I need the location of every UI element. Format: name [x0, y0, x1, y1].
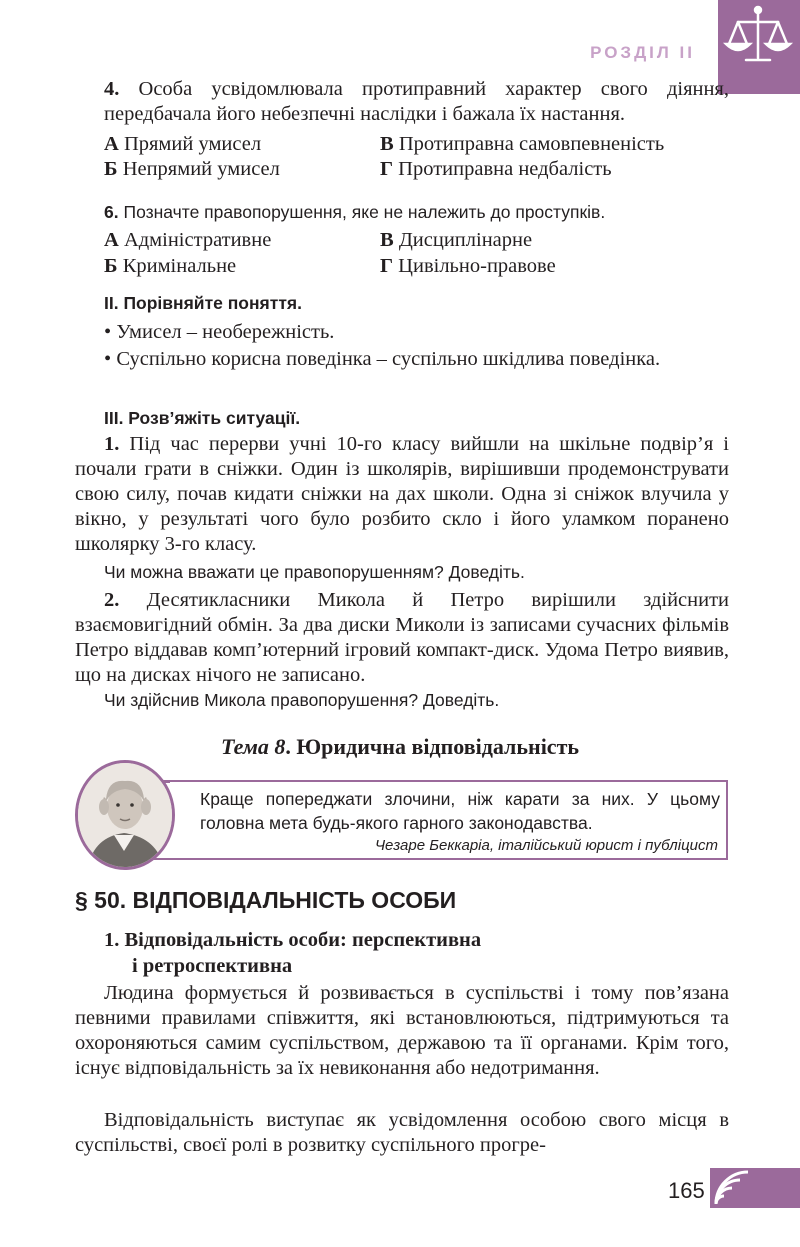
- compare-item: • Умисел – необережність.: [104, 321, 335, 343]
- option-b: Б Непрямий умисел: [104, 158, 280, 180]
- portrait-image: [75, 760, 175, 870]
- question-6-options-row-2: [104, 254, 744, 280]
- sub-title: 1. Відповідальність особи: перспективна і ретроспективна: [104, 929, 482, 977]
- question-4-number: 4.: [104, 78, 120, 100]
- option-g: Г Протиправна недбалість: [380, 158, 612, 180]
- body-paragraph-1: Людина формується й розвивається в суспільстві і тому пов’язана певними правилами співжиття, які встановлюються, підтримуються та охороняються самим суспільством, державою та її органами. Крім того, існує відповідальність за їх невиконання або недотримання.: [75, 982, 729, 1079]
- question-6: [104, 200, 729, 225]
- compare-item: • Суспільно корисна поведінка – суспільно шкідлива поведінка.: [104, 348, 661, 370]
- option-a: А Адміністративне: [104, 229, 272, 251]
- body-paragraph-2: Відповідальність виступає як усвідомлення особою свого місця в суспільстві, своєї ролі в розвитку суспільного прогре-: [75, 1109, 729, 1156]
- option-g: Г Цивільно-правове: [380, 255, 556, 277]
- option-v: В Дисциплінарне: [380, 229, 533, 251]
- compare-heading: II. Порівняйте поняття.: [104, 293, 302, 313]
- option-b: Б Кримінальне: [104, 255, 237, 277]
- paragraph-title: § 50. ВІДПОВІДАЛЬНІСТЬ ОСОБИ: [75, 887, 457, 913]
- option-v: В Протиправна самовпевненість: [380, 133, 665, 155]
- signal-arcs-icon: [710, 1168, 800, 1208]
- theme-heading: Тема 8. Юридична відповідальність: [220, 734, 580, 759]
- question-4: [104, 77, 729, 127]
- question-4-text: Особа усвідомлювала протиправний характер свого діяння, передбачала його небезпечні наслідки і бажала їх настання.: [104, 78, 729, 125]
- question-6-text: Позначте правопорушення, яке не належить до проступків.: [123, 202, 606, 222]
- quote-text: Краще попереджати злочини, ніж карати за них. У цьому головна мета будь-якого гарного законодавства.: [200, 789, 720, 833]
- situation-1: 1. Під час перерви учні 10-го класу вийшли на шкільне подвір’я і почали грати в сніжки. Один із школярів, вирішивши продемонструвати свою силу, почав кидати сніжки на дах школи. Одна зі сніжок влучила у вікно, у результаті чого було розбито скло і його уламком поранено школярку 3-го класу.: [75, 433, 730, 555]
- question-6-number: 6.: [104, 202, 119, 222]
- question-4-options-row-2: [104, 157, 744, 183]
- question-6-options-row-1: [104, 228, 744, 254]
- footer-tab: [710, 1168, 800, 1208]
- option-a: А Прямий умисел: [104, 133, 262, 155]
- page-number: 165: [668, 1178, 705, 1203]
- situation-2-question: Чи здійснив Микола правопорушення? Доведіть.: [104, 690, 500, 710]
- question-4-options-row-1: [104, 132, 744, 158]
- quote-author: Чезаре Беккаріа, італійський юрист і публіцист: [374, 837, 718, 854]
- header-tab: [718, 0, 800, 94]
- section-label: РОЗДІЛ II: [590, 43, 695, 62]
- situation-1-question: Чи можна вважати це правопорушенням? Доведіть.: [104, 562, 525, 582]
- scales-icon: [718, 0, 800, 94]
- situations-heading: III. Розв’яжіть ситуації.: [104, 408, 301, 428]
- situation-2: 2. Десятикласники Микола й Петро вирішили здійснити взаємовигідний обмін. За два диски Миколи із записами сучасних фільмів Петро віддавав комп’ютерний ігровий компакт-диск. Удома Петро виявив, що на дисках нічого не записано.: [75, 589, 730, 686]
